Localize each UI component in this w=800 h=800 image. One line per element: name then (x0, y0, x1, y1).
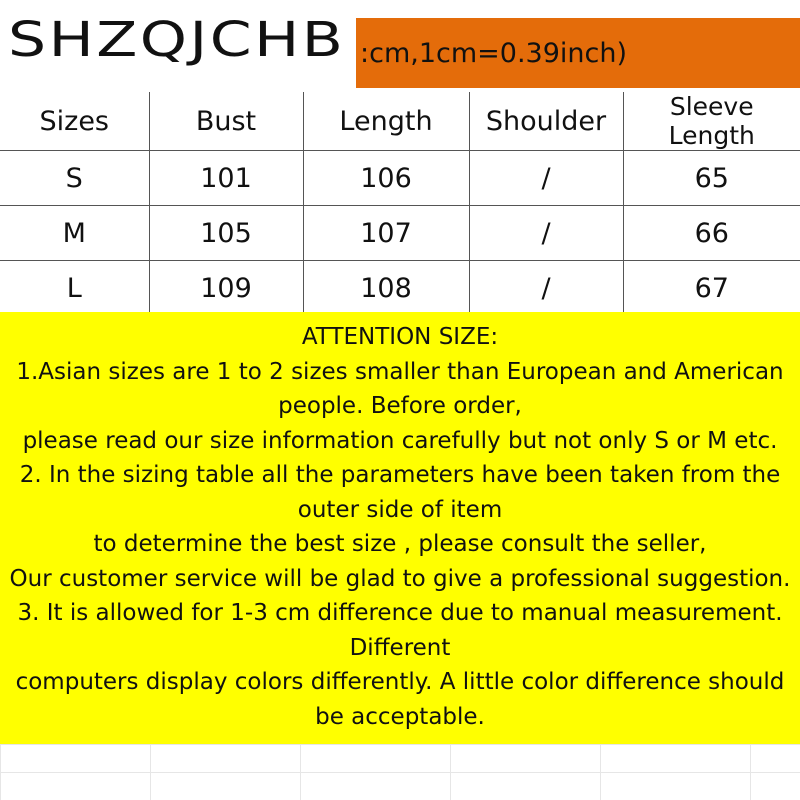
size-attention-notice (0, 312, 800, 744)
table-row (0, 261, 800, 316)
table-cell: / (469, 206, 623, 261)
table-cell: 109 (149, 261, 303, 316)
column-header-sleeve-length: Sleeve Length (623, 92, 800, 151)
column-header-shoulder: Shoulder (469, 92, 623, 151)
table-cell: M (0, 206, 149, 261)
size-chart-table (0, 92, 800, 316)
table-cell: 107 (303, 206, 469, 261)
notice-line: 2. In the sizing table all the parameters have been taken from the outer side of item (19, 462, 781, 523)
column-header-sizes: Sizes (0, 92, 149, 151)
table-cell: 106 (303, 151, 469, 206)
notice-line: Our customer service will be glad to give a professional suggestion. (9, 565, 791, 592)
notice-heading: ATTENTION SIZE: (301, 324, 499, 350)
table-cell: 108 (303, 261, 469, 316)
brand-watermark: SHZQJCHB (8, 12, 346, 68)
notice-line: please read our size information carefully but not only S or M etc. (22, 427, 778, 454)
table-cell: / (469, 261, 623, 316)
column-header-length: Length (303, 92, 469, 151)
column-header-bust: Bust (149, 92, 303, 151)
notice-line: 3. It is allowed for 1-3 cm difference due to manual measurement. Different (17, 600, 783, 661)
spreadsheet-grid-background (0, 744, 800, 800)
notice-line: to determine the best size , please consult the seller, (93, 531, 707, 557)
table-row (0, 151, 800, 206)
table-cell: 105 (149, 206, 303, 261)
table-cell: S (0, 151, 149, 206)
unit-banner (356, 18, 800, 88)
table-row (0, 206, 800, 261)
notice-line: computers display colors differently. A little color difference should be acceptable. (15, 669, 785, 730)
table-cell: 66 (623, 206, 800, 261)
table-cell: 101 (149, 151, 303, 206)
unit-banner-text: :cm,1cm=0.39inch) (360, 37, 627, 69)
table-cell: 67 (623, 261, 800, 316)
notice-line: 1.Asian sizes are 1 to 2 sizes smaller than European and American people. Before order, (16, 358, 784, 419)
table-header-row (0, 92, 800, 151)
table-cell: / (469, 151, 623, 206)
table-cell: L (0, 261, 149, 316)
table-cell: 65 (623, 151, 800, 206)
